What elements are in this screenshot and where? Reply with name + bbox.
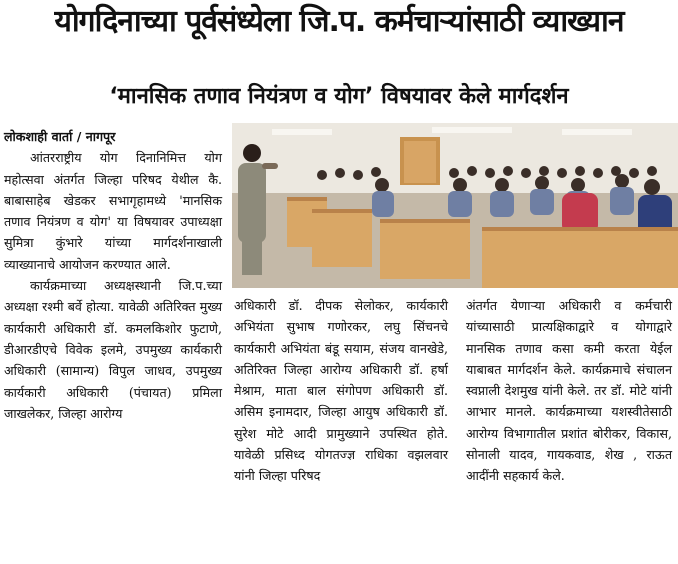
subheadline: ‘मानसिक तणाव नियंत्रण व योग’ विषयावर केले मार्गदर्शन bbox=[109, 84, 569, 109]
article-column-2 bbox=[234, 295, 448, 487]
article-paragraph-4: अंतर्गत येणाऱ्या अधिकारी व कर्मचारी यांच्यासाठी प्रात्यक्षिकाद्वारे व योगाद्वारे मानसिक तणाव कसा कमी करता येईल याबाबत मार्गदर्शन केले. कार्यक्रमाचे संचालन स्वप्नाली देशमुख यांनी केले. तर डॉ. मोटे यांनी आभार मानले. कार्यक्रमाच्या यशस्वीतेसाठी आरोग्य विभागातील प्रशांत बोरीकर, विकास, सोनाली यादव, गायकवाड, शेख , राऊत आदींनी सहकार्य केले. bbox=[466, 298, 672, 484]
event-photo bbox=[232, 123, 678, 288]
byline: लोकशाही वार्ता / नागपूर bbox=[4, 129, 116, 144]
lecture-hall-illustration bbox=[232, 123, 678, 288]
headline: योगदिनाच्या पूर्वसंध्येला जि.प. कर्मचाऱ्यांसाठी व्याख्यान bbox=[54, 4, 624, 39]
article-paragraph-2: कार्यक्रमाच्या अध्यक्षस्थानी जि.प.च्या अध्यक्षा रश्मी बर्वे होत्या. यावेळी अतिरिक्त मुख्य कार्यकारी अधिकारी डॉ. कमलकिशोर फुटाणे, डीआरडीएचे विवेक इलमे, उपमुख्य कार्यकारी अधिकारी (सामान्य) विपुल जाधव, उपमुख्य कार्यकारी अधिकारी (पंचायत) प्रमिला जाखलेकर, जिल्हा आरोग्य bbox=[4, 278, 222, 421]
article-paragraph-3: अधिकारी डॉ. दीपक सेलोकर, कार्यकारी अभियंता सुभाष गणोरकर, लघु सिंचनचे कार्यकारी अभियंता बंडू सयाम, संजय वानखेडे, अतिरिक्त जिल्हा आरोग्य अधिकारी डॉ. हर्षा मेश्राम, माता बाल संगोपण अधिकारी डॉ. असिम इनामदार, जिल्हा आयुष अधिकारी डॉ. सुरेश मोटे आदी प्रामुख्याने उपस्थित होते. यावेळी प्रसिध्द योगतज्ज्ञ राधिका वझलवार यांनी जिल्हा परिषद bbox=[234, 298, 448, 484]
article-column-1 bbox=[4, 126, 222, 424]
article-column-3 bbox=[466, 295, 672, 487]
article-paragraph-1: आंतरराष्ट्रीय योग दिनानिमित्त योग महोत्सवा अंतर्गत जिल्हा परिषद येथील कै. बाबासाहेब खेडकर सभागृहामध्ये 'मानसिक तणाव नियंत्रण व योग' या विषयावर उपाध्यक्षा सुमित्रा कुंभारे यांच्या मार्गदर्शनाखाली व्याख्यानाचे आयोजन करण्यात आले. bbox=[4, 150, 222, 272]
